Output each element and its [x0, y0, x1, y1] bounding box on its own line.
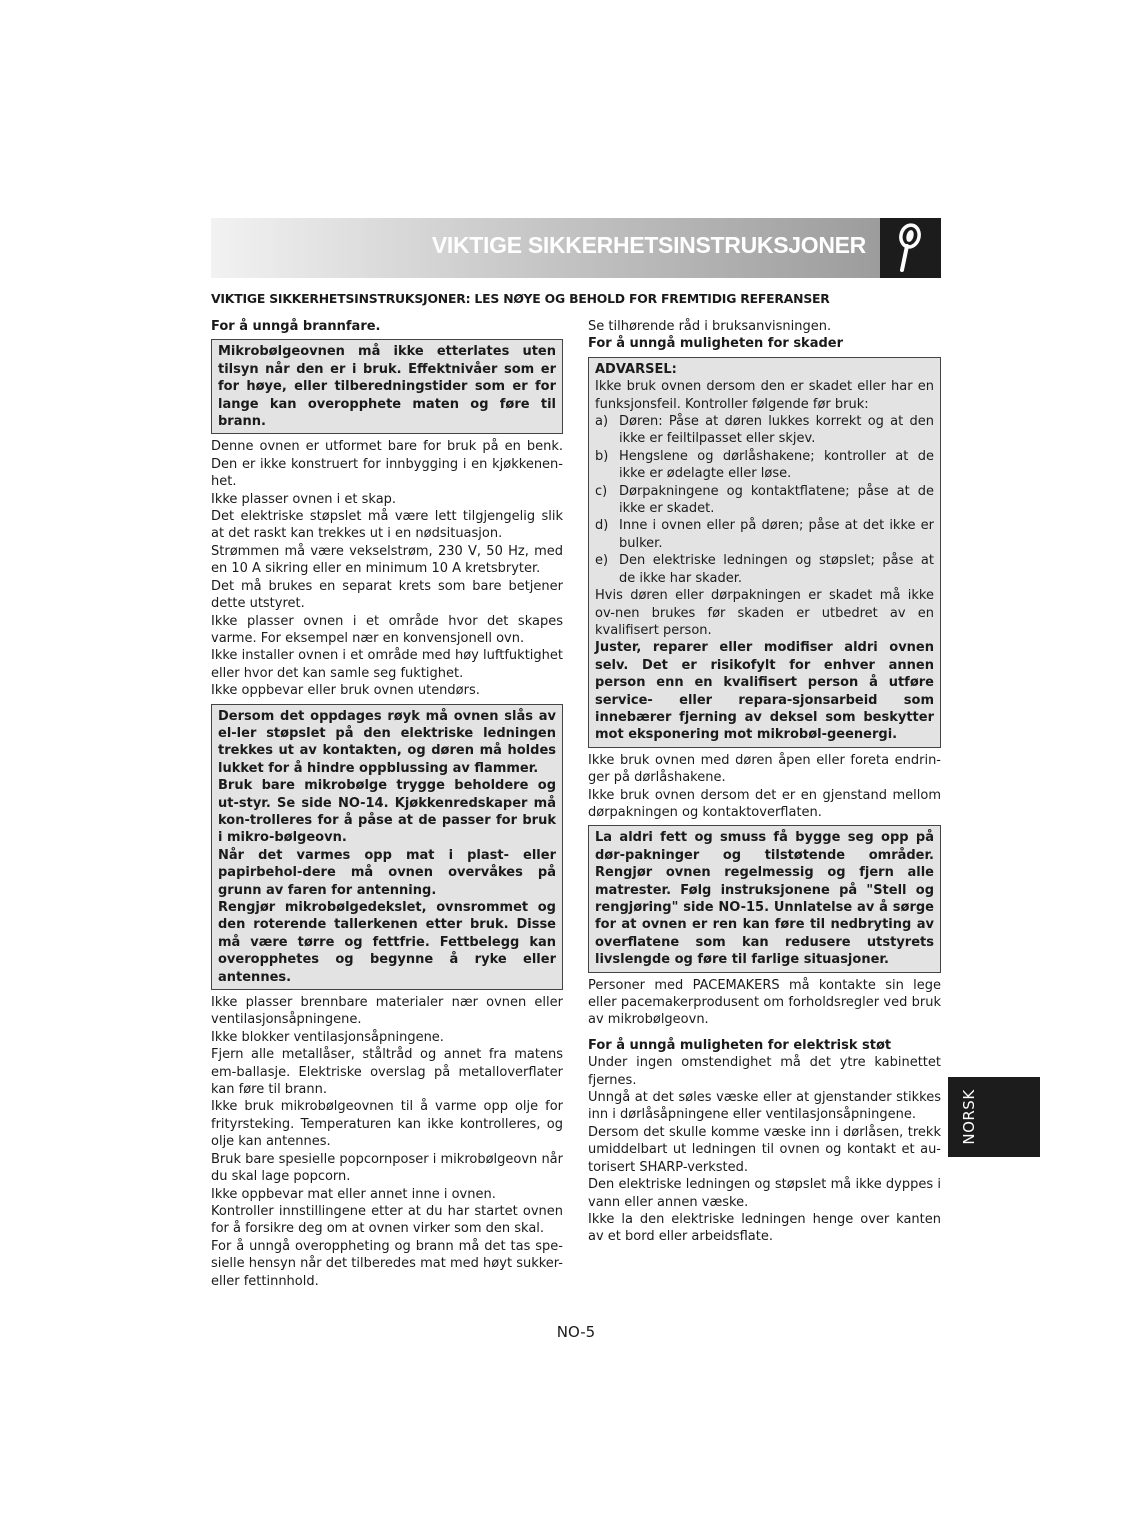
paragraph: Ikke plasser ovnen i et skap.	[211, 491, 397, 507]
paragraph: Bruk bare spesielle popcornposer i mikrobølgeovn når du skal lage popcorn.	[211, 1151, 563, 1185]
language-tab	[948, 1077, 1040, 1157]
advarsel-intro: Ikke bruk ovnen dersom den er skadet eller har en funksjonsfeil. Kontroller følgende før bruk:	[595, 379, 934, 412]
advarsel-note: Hvis døren eller dørpakningen er skadet må ikke ov-nen brukes før skaden er utbedret av en kvalifisert person.	[595, 588, 934, 638]
smoke-warning-box	[211, 704, 563, 991]
page-title: VIKTIGE SIKKERHETSINSTRUKSJONER	[431, 232, 866, 258]
list-letter: b)	[595, 448, 609, 464]
list-item	[595, 517, 934, 552]
list-item	[595, 483, 934, 518]
list-text: Dørpakningene og kontaktflatene; påse at de ikke er skadet.	[619, 483, 934, 517]
paragraph: Ikke bruk mikrobølgeovnen til å varme opp olje for frityrsteking. Temperaturen kan ikke kontrolleres, og olje kan antennes.	[211, 1099, 563, 1150]
warning-text: Dersom det oppdages røyk må ovnen slås av el-ler støpslet på den elektriske ledningen trekkes ut av kontakten, og døren må holdes lukket for å hindre oppblussing av flammer.	[218, 708, 556, 776]
paragraph: Strømmen må være vekselstrøm, 230 V, 50 Hz, med en 10 A sikring eller en minimum 10 A kretsbryter.	[211, 543, 563, 577]
paragraph: Det elektriske støpslet må være lett tilgjengelig slik at det raskt kan trekkes ut i en nødsituasjon.	[211, 509, 563, 542]
warning-text: Bruk bare mikrobølge trygge beholdere og ut-styr. Se side NO-14. Kjøkkenredskaper må kon-trolleres for å påse at de passer for bruk i mikro-bølgeovn.	[218, 778, 556, 846]
paragraph: Denne ovnen er utformet bare for bruk på en benk. Den er ikke konstruert for innbygging i en kjøkkenen-het.	[211, 439, 563, 490]
electric-shock-heading: For å unngå muligheten for elektrisk støt	[588, 1037, 892, 1053]
list-item	[595, 552, 934, 587]
paragraph: Ikke oppbevar eller bruk ovnen utendørs.	[211, 683, 480, 699]
warning-text: Rengjør mikrobølgedekslet, ovnsrommet og den roterende tallerkenen etter bruk. Disse må være tørre og fettfrie. Fettbelegg kan overopphetes og begynne å ryke eller antennes.	[218, 900, 556, 985]
pacemaker-paragraph: Personer med PACEMAKERS må kontakte sin lege eller pacemakerprodusent om forholdsregler ved bruk av mikrobølgeovn.	[588, 977, 941, 1028]
section-subheading: VIKTIGE SIKKERHETSINSTRUKSJONER: LES NØYE OG BEHOLD FOR FREMTIDIG REFERANSER	[211, 291, 830, 306]
paragraph: Ikke installer ovnen i et område med høy luftfuktighet eller hvor det kan samle seg fuktighet.	[211, 648, 563, 681]
fire-warning-box	[211, 339, 563, 434]
spoon-info-icon	[890, 222, 930, 274]
language-tab-label: NORSK	[960, 1089, 978, 1145]
list-letter: e)	[595, 553, 609, 569]
header-icon-box	[880, 218, 941, 278]
right-column	[588, 318, 941, 1246]
fire-warning-text: Mikrobølgeovnen må ikke etterlates uten tilsyn når den er i bruk. Effektnivåer som er for høye, eller tilberedningstider som er for lange kan overopphete maten og føre til brann.	[218, 344, 556, 430]
paragraph: Ikke blokker ventilasjonsåpningene.	[211, 1029, 444, 1045]
paragraph: Ikke plasser brennbare materialer nær ovnen eller ventilasjonsåpningene.	[211, 995, 563, 1028]
paragraph: Unngå at det søles væske eller at gjenstander stikkes inn i dørlåsåpningene eller ventilasjonsåpningene.	[588, 1090, 941, 1123]
header-banner	[211, 218, 880, 278]
advarsel-title: ADVARSEL:	[595, 361, 677, 377]
injury-heading: For å unngå muligheten for skader	[588, 336, 844, 352]
list-item	[595, 448, 934, 483]
list-item	[595, 413, 934, 448]
advarsel-bold-text: Juster, reparer eller modifiser aldri ovnen selv. Det er risikofylt for enhver annen person enn en kvalifisert person å utføre service- eller repara-sjonsarbeid som innebærer fjerning av deksel som beskytter mot eksponering mot mikrobøl-geenergi.	[595, 640, 934, 743]
list-text: Inne i ovnen eller på døren; påse at det ikke er bulker.	[619, 518, 934, 551]
paragraph: Det må brukes en separat krets som bare betjener dette utstyret.	[211, 578, 563, 612]
list-text: Den elektriske ledningen og støpslet; påse at de ikke har skader.	[619, 553, 934, 586]
paragraph: Dersom det skulle komme væske inn i dørlåsen, trekk umiddelbart ut ledningen til ovnen og kontakt et au-torisert SHARP-verksted.	[588, 1124, 941, 1175]
paragraph: Ikke plasser ovnen i et område hvor det skapes varme. For eksempel nær en konvensjonell ovn.	[211, 613, 563, 646]
paragraph: Kontroller innstillingene etter at du har startet ovnen for å forsikre deg om at ovnen virker som den skal.	[211, 1203, 563, 1237]
check-list	[595, 413, 934, 587]
paragraph: Fjern alle metallåser, ståltråd og annet fra matens em-ballasje. Elektriske overslag på metalloverflater kan føre til brann.	[211, 1047, 563, 1098]
cleaning-warning-box	[588, 825, 941, 972]
list-letter: c)	[595, 483, 608, 499]
list-text: Hengslene og dørlåshakene; kontroller at de ikke er ødelagte eller løse.	[619, 448, 934, 482]
paragraph: Den elektriske ledningen og støpslet må ikke dyppes i vann eller annen væske.	[588, 1177, 941, 1210]
paragraph: Se tilhørende råd i bruksanvisningen.	[588, 319, 832, 334]
list-letter: d)	[595, 518, 609, 534]
paragraph: Ikke oppbevar mat eller annet inne i ovnen.	[211, 1186, 496, 1202]
list-letter: a)	[595, 414, 609, 430]
warning-text: La aldri fett og smuss få bygge seg opp på dør-pakninger og tilstøtende områder. Rengjør ovnen regelmessig og fjern alle matrester. Følg instruksjonene på "Stell og rengjøring" side NO-15. Unnlatelse av å sørge for at ovnen er ren kan føre til nedbryting av overflatene som kan redusere utstyrets livslengde og føre til farlige situasjoner.	[595, 830, 934, 968]
list-text: Døren: Påse at døren lukkes korrekt og at den ikke er feiltilpasset eller skjev.	[619, 414, 934, 447]
paragraph: Under ingen omstendighet må det ytre kabinettet fjernes.	[588, 1055, 941, 1088]
paragraph: Ikke bruk ovnen dersom det er en gjenstand mellom dørpakningen og kontaktoverflaten.	[588, 787, 941, 820]
warning-text: Når det varmes opp mat i plast- eller papirbehol-dere må ovnen overvåkes på grunn av faren for antenning.	[218, 847, 556, 898]
left-column	[211, 318, 563, 1290]
paragraph: For å unngå overoppheting og brann må det tas spe-sielle hensyn når det tilberedes mat med høyt sukker-eller fettinnhold.	[211, 1238, 563, 1289]
fire-hazard-heading: For å unngå brannfare.	[211, 319, 381, 334]
page-number: NO-5	[556, 1323, 596, 1341]
paragraph: Ikke bruk ovnen med døren åpen eller foreta endrin-ger på dørlåshakene.	[588, 752, 941, 786]
advarsel-box	[588, 357, 941, 748]
paragraph: Ikke la den elektriske ledningen henge over kanten av et bord eller arbeidsflate.	[588, 1211, 941, 1245]
